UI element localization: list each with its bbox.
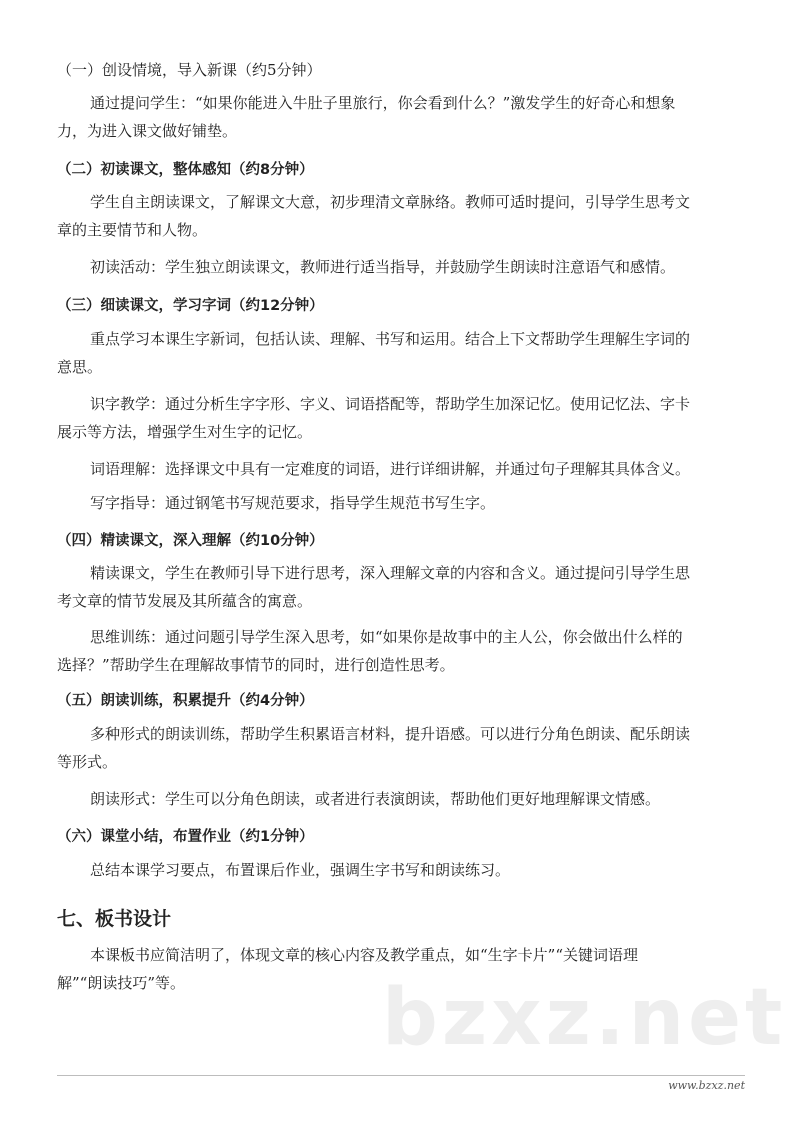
paragraph-line: 学生自主朗读课文，了解课文大意，初步理清文章脉络。教师可适时提问，引导学生思考文	[90, 193, 691, 211]
paragraph-line: 通过提问学生：“如果你能进入牛肚子里旅行，你会看到什么？”激发学生的好奇心和想象	[90, 94, 676, 112]
section-heading-6: （六）课堂小结，布置作业（约1分钟）	[57, 829, 314, 845]
paragraph-line: 思维训练：通过问题引导学生深入思考，如“如果你是故事中的主人公，你会做出什么样的	[90, 628, 683, 646]
paragraph-line: 多种形式的朗读训练，帮助学生积累语言材料，提升语感。可以进行分角色朗读、配乐朗读	[90, 725, 691, 743]
paragraph-line: 等形式。	[57, 753, 118, 771]
section-heading-1: （一）创设情境，导入新课（约5分钟）	[57, 61, 322, 79]
section-heading-3: （三）细读课文，学习字词（约12分钟）	[57, 298, 324, 314]
paragraph-line: 章的主要情节和人物。	[57, 221, 208, 239]
watermark: bzxz.net	[382, 973, 787, 1063]
paragraph-line: 总结本课学习要点，布置课后作业，强调生字书写和朗读练习。	[90, 861, 511, 879]
section-heading-4: （四）精读课文，深入理解（约10分钟）	[57, 533, 324, 549]
paragraph-line: 精读课文，学生在教师引导下进行思考，深入理解文章的内容和含义。通过提问引导学生思	[90, 564, 691, 582]
paragraph-line: 初读活动：学生独立朗读课文，教师进行适当指导，并鼓励学生朗读时注意语气和感情。	[90, 258, 676, 276]
paragraph-line: 展示等方法，增强学生对生字的记忆。	[57, 423, 313, 441]
section-heading-2: （二）初读课文，整体感知（约8分钟）	[57, 162, 314, 178]
paragraph-line: 选择？”帮助学生在理解故事情节的同时，进行创造性思考。	[57, 656, 455, 674]
paragraph-line: 写字指导：通过钢笔书写规范要求，指导学生规范书写生字。	[90, 494, 496, 512]
chapter-heading-7: 七、板书设计	[57, 908, 172, 930]
paragraph-line: 本课板书应简洁明了，体现文章的核心内容及教学重点，如“生字卡片”“关键词语理	[90, 946, 639, 964]
paragraph-line: 意思。	[57, 358, 103, 376]
paragraph-line: 重点学习本课生字新词，包括认读、理解、书写和运用。结合上下文帮助学生理解生字词的	[90, 330, 691, 348]
paragraph-line: 朗读形式：学生可以分角色朗读，或者进行表演朗读，帮助他们更好地理解课文情感。	[90, 790, 661, 808]
footer-divider	[57, 1075, 745, 1076]
footer-url: www.bzxz.net	[668, 1079, 745, 1092]
paragraph-line: 考文章的情节发展及其所蕴含的寓意。	[57, 592, 313, 610]
section-heading-5: （五）朗读训练，积累提升（约4分钟）	[57, 693, 314, 709]
paragraph-line: 识字教学：通过分析生字字形、字义、词语搭配等，帮助学生加深记忆。使用记忆法、字卡	[90, 395, 691, 413]
paragraph-line: 解”“朗读技巧”等。	[57, 974, 186, 992]
paragraph-line: 词语理解：选择课文中具有一定难度的词语，进行详细讲解，并通过句子理解其具体含义。	[90, 460, 691, 478]
paragraph-line: 力，为进入课文做好铺垫。	[57, 122, 238, 140]
